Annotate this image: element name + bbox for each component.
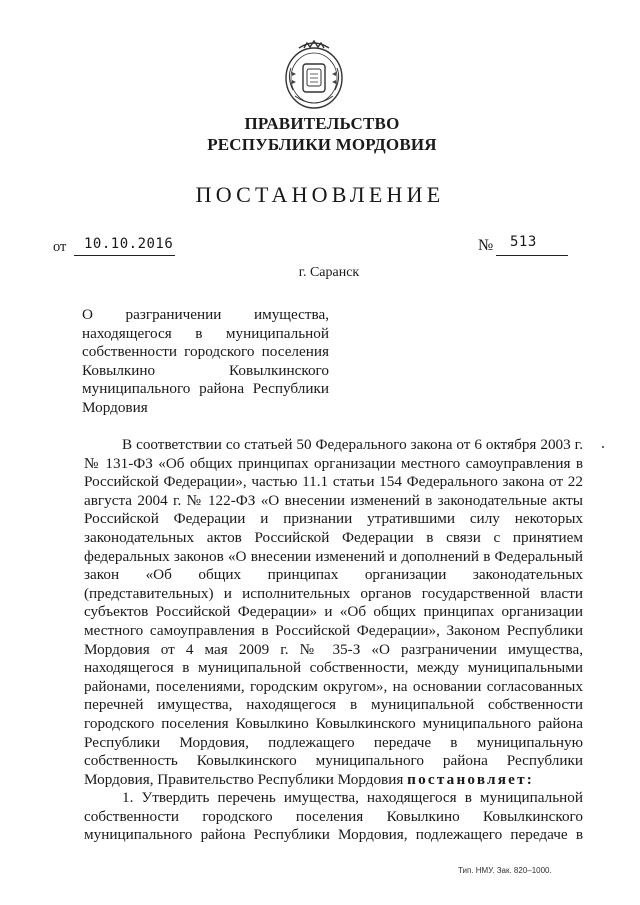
document-body: [84, 436, 583, 845]
item-line: 1. Утвердить перечень имущества, находящегося в муниципальной: [122, 789, 583, 807]
body-line: перечней имущества, находящегося в муниципальной собственности: [84, 696, 583, 714]
number-label: №: [478, 237, 494, 254]
document-subject: [82, 306, 329, 417]
decree-preamble-end: Мордовия, Правительство Республики Мордовия: [84, 770, 408, 788]
body-line: федеральных законов «О внесении изменений и дополнений в Федеральный: [84, 547, 583, 565]
subject-line: собственности городского поселения: [82, 343, 329, 360]
city: г. Саранск: [298, 265, 360, 280]
body-line: Республики Мордовия, подлежащего передаче в муниципальную: [84, 733, 583, 751]
subject-line: О разграничении имущества,: [82, 306, 329, 323]
subject-line: муниципального района Республики: [82, 380, 329, 397]
coat-of-arms-icon: [277, 38, 351, 114]
date-underline: [74, 255, 175, 256]
body-line: В соответствии со статьей 50 Федерального закона от 6 октября 2003 г.: [122, 436, 583, 453]
number-underline: [496, 255, 568, 256]
subject-line: Ковылкино Ковылкинского: [82, 361, 329, 379]
item-line: муниципального района Республики Мордовия, подлежащего передаче в: [84, 826, 583, 844]
body-line: Мордовия от 4 мая 2009 г. № 35-З «О разграничении имущества,: [84, 640, 583, 658]
body-line-decree: [84, 771, 583, 790]
body-line: собственность Ковылкинского муниципального района Республики: [84, 752, 583, 770]
body-line: закон «Об общих принципах организации законодательных: [84, 566, 583, 584]
body-line: (представительных) и исполнительных органов государственной власти: [84, 584, 583, 602]
document-number: 513: [510, 234, 537, 250]
body-line: находящегося в муниципальной собственности, между муниципальными: [84, 659, 583, 677]
body-line: местного самоуправления в Российской Федерации», Законом Республики: [84, 621, 583, 639]
body-line: Российской Федерации», частью 11.1 статьи 154 Федерального закона от 22: [84, 473, 583, 491]
body-line: № 131-ФЗ «Об общих принципах организации местного самоуправления в: [84, 454, 583, 472]
margin-dot: [602, 446, 604, 448]
body-line: городского поселения Ковылкино Ковылкинского муниципального района: [84, 714, 583, 732]
government-subtitle: РЕСПУБЛИКИ МОРДОВИЯ: [207, 135, 437, 154]
document-type: ПОСТАНОВЛЕНИЕ: [195, 182, 445, 207]
document-date: 10.10.2016: [84, 236, 174, 252]
body-line: Российской Федерации и признании утратившими силу некоторых: [84, 510, 583, 528]
date-label: от: [53, 239, 67, 255]
subject-line: находящегося в муниципальной: [82, 324, 329, 342]
body-line: районами, поселениями, городским округом», на основании согласованных: [84, 677, 583, 695]
item-line: собственности городского поселения Ковылкино Ковылкинского: [84, 807, 583, 825]
subject-line: Мордовия: [82, 398, 148, 416]
body-line: законодательных актов Российской Федерации в связи с принятием: [84, 528, 583, 546]
government-title: ПРАВИТЕЛЬСТВО: [244, 114, 400, 133]
body-line: августа 2004 г. № 122-ФЗ «О внесении изменений в законодательные акты: [84, 491, 583, 509]
decree-verb: постановляет:: [407, 770, 535, 788]
print-mark: Тип. НМУ. Зак. 820–1000.: [458, 866, 552, 875]
body-line: субъектов Российской Федерации» и «Об общих принципах организации: [84, 603, 583, 621]
